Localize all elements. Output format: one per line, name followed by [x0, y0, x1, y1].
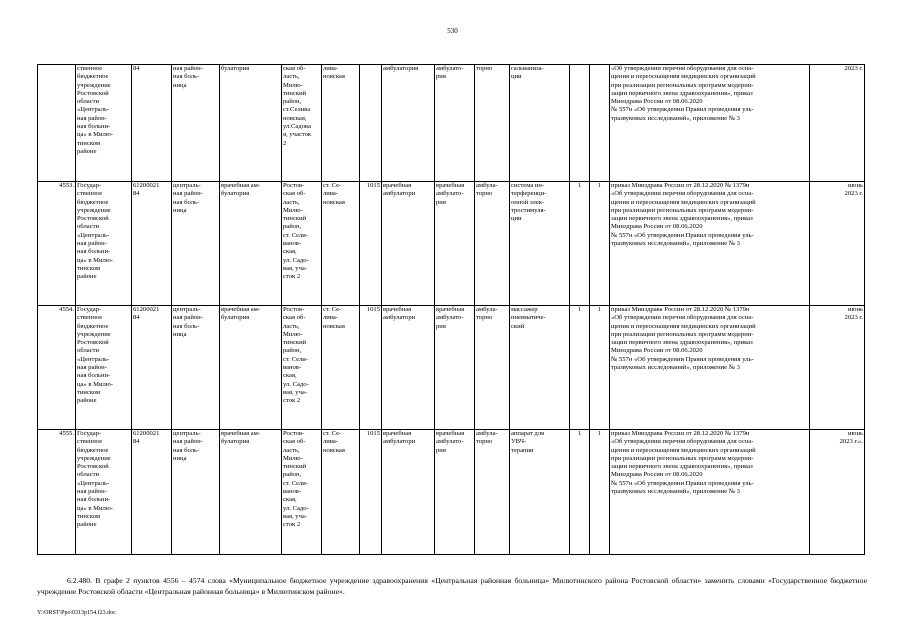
- profile-cell: врачебная амбулато- рия: [435, 306, 475, 430]
- unit-cell: врачебная ам- булатория: [220, 306, 282, 430]
- equipment-cell: массажер пневматиче- ский: [510, 306, 570, 430]
- table-row: [38, 65, 865, 182]
- settlement-cell: ст. Се- ливa- новская: [322, 430, 360, 555]
- postcode-cell: 1015: [360, 430, 382, 555]
- term-cell: 2023 г.: [810, 65, 865, 182]
- quantity-a-cell: [570, 65, 590, 182]
- equipment-cell: система ин- терференци- онной элек- тростимуля- ции: [510, 182, 570, 306]
- unit-cell: врачебная ам- булатория: [220, 430, 282, 555]
- unit-cell: врачебная ам- булатория: [220, 182, 282, 306]
- postcode-cell: [360, 65, 382, 182]
- quantity-b-cell: 1: [590, 182, 610, 306]
- department-cell: врачебная амбулатори: [382, 430, 435, 555]
- row-number: 4554.: [38, 306, 76, 430]
- subdivision-cell: ная район- ная боль- ница: [172, 65, 220, 182]
- basis-cell: приказ Минздрава России от 28.12.2020 № 1379н «Об утверждении перечня оборудования для осна- щения и переоснащения медицинских организаций при реализации региональных программ модерни- зации первичного звена здравоохранения», приказ Минздрава России от 08.06.2020 № 557н «Об утверждении Правил проведения уль- тразвуковых исследований», приложение № 3: [610, 430, 810, 555]
- organization-cell: Государ- ственное бюджетное учреждение Ростовской области «Централь- ная район- ная больни- ца» в Милю- тинском районе: [76, 182, 132, 306]
- code-cell: 61200021 84: [132, 306, 172, 430]
- code-cell: 84: [132, 65, 172, 182]
- equipment-cell: аппарат для УВЧ- терапии: [510, 430, 570, 555]
- term-cell: июнь 2023 г.».: [810, 430, 865, 555]
- care-type-cell: амбула- торно: [475, 430, 510, 555]
- address-cell: ская об- ласть, Милю- тинский район, ст.Селива новская, ул.Садова я, участок 2: [282, 65, 322, 182]
- code-cell: 61200021 84: [132, 430, 172, 555]
- settlement-cell: ст. Се- ливa- новская: [322, 306, 360, 430]
- unit-cell: булатория: [220, 65, 282, 182]
- quantity-b-cell: 1: [590, 430, 610, 555]
- table-row: [38, 182, 865, 306]
- quantity-b-cell: 1: [590, 306, 610, 430]
- care-type-cell: торно: [475, 65, 510, 182]
- address-cell: Ростов- ская об- ласть, Милю- тинский район, ст. Сели- ванов- ская, ул. Садо- вая, уча- сток 2: [282, 306, 322, 430]
- quantity-a-cell: 1: [570, 430, 590, 555]
- subdivision-cell: централь- ная район- ная боль- ница: [172, 430, 220, 555]
- subdivision-cell: централь- ная район- ная боль- ница: [172, 182, 220, 306]
- code-cell: 61200021 84: [132, 182, 172, 306]
- care-type-cell: амбула- торно: [475, 182, 510, 306]
- address-cell: Ростов- ская об- ласть, Милю- тинский район, ст. Сели- ванов- ская, ул. Садо- вая, уча- сток 2: [282, 430, 322, 555]
- row-number: [38, 65, 76, 182]
- postcode-cell: 1015: [360, 306, 382, 430]
- quantity-a-cell: 1: [570, 182, 590, 306]
- page-number: 530: [447, 27, 458, 35]
- settlement-cell: ливa- новская: [322, 65, 360, 182]
- registry-table: [37, 64, 865, 555]
- organization-cell: Государ- ственное бюджетное учреждение Ростовской области «Централь- ная район- ная больни- ца» в Милю- тинском районе: [76, 306, 132, 430]
- term-cell: июнь 2023 г.: [810, 182, 865, 306]
- basis-cell: приказ Минздрава России от 28.12.2020 № 1379н «Об утверждении перечня оборудования для осна- щения и переоснащения медицинских организаций при реализации региональных программ модерни- зации первичного звена здравоохранения», приказ Минздрава России от 08.06.2020 № 557н «Об утверждении Правил проведения уль- тразвуковых исследований», приложение № 3: [610, 306, 810, 430]
- profile-cell: врачебная амбулато- рия: [435, 182, 475, 306]
- quantity-b-cell: [590, 65, 610, 182]
- department-cell: амбулатория: [382, 65, 435, 182]
- department-cell: врачебная амбулатори: [382, 306, 435, 430]
- row-number: 4553.: [38, 182, 76, 306]
- postcode-cell: 1015: [360, 182, 382, 306]
- organization-cell: ственное бюджетное учреждение Ростовской области «Централь- ная район- ная больни- ца» в Милю- тинском районе: [76, 65, 132, 182]
- amendment-paragraph: 6.2.480. В графе 2 пунктов 4556 – 4574 слова «Муниципальное бюджетное учреждение здравоохранения «Центральная районная больница» Милютинского района Ростовской области» заменить словами «Государственное бюджетное учреждение Ростовской области «Центральная районная больница» в Милютинском районе».: [37, 576, 867, 596]
- row-number: 4555.: [38, 430, 76, 555]
- profile-cell: врачебная амбулато- рия: [435, 430, 475, 555]
- basis-cell: «Об утверждении перечня оборудования для осна- щения и переоснащения медицинских организаций при реализации региональных программ модерни- зации первичного звена здравоохранения», приказ Минздрава России от 08.06.2020 № 557н «Об утверждении Правил проведения уль- тразвуковых исследований», приложение № 3: [610, 65, 810, 182]
- organization-cell: Государ- ственное бюджетное учреждение Ростовской области «Централь- ная район- ная больни- ца» в Милю- тинском районе: [76, 430, 132, 555]
- department-cell: врачебная амбулатори: [382, 182, 435, 306]
- profile-cell: амбулато- рия: [435, 65, 475, 182]
- settlement-cell: ст. Се- ливa- новская: [322, 182, 360, 306]
- quantity-a-cell: 1: [570, 306, 590, 430]
- table-row: [38, 430, 865, 555]
- address-cell: Ростов- ская об- ласть, Милю- тинский район, ст. Сели- ванов- ская, ул. Садо- вая, уча- сток 2: [282, 182, 322, 306]
- table-row: [38, 306, 865, 430]
- file-path: Y:\ORST\Ppo\0313p154.f23.doc: [37, 610, 116, 616]
- basis-cell: приказ Минздрава России от 28.12.2020 № 1379н «Об утверждении перечня оборудования для осна- щения и переоснащения медицинских организаций при реализации региональных программ модерни- зации первичного звена здравоохранения», приказ Минздрава России от 08.06.2020 № 557н «Об утверждении Правил проведения уль- тразвуковых исследований», приложение № 3: [610, 182, 810, 306]
- term-cell: июнь 2023 г.: [810, 306, 865, 430]
- equipment-cell: гальваниза- ции: [510, 65, 570, 182]
- care-type-cell: амбула- торно: [475, 306, 510, 430]
- subdivision-cell: централь- ная район- ная боль- ница: [172, 306, 220, 430]
